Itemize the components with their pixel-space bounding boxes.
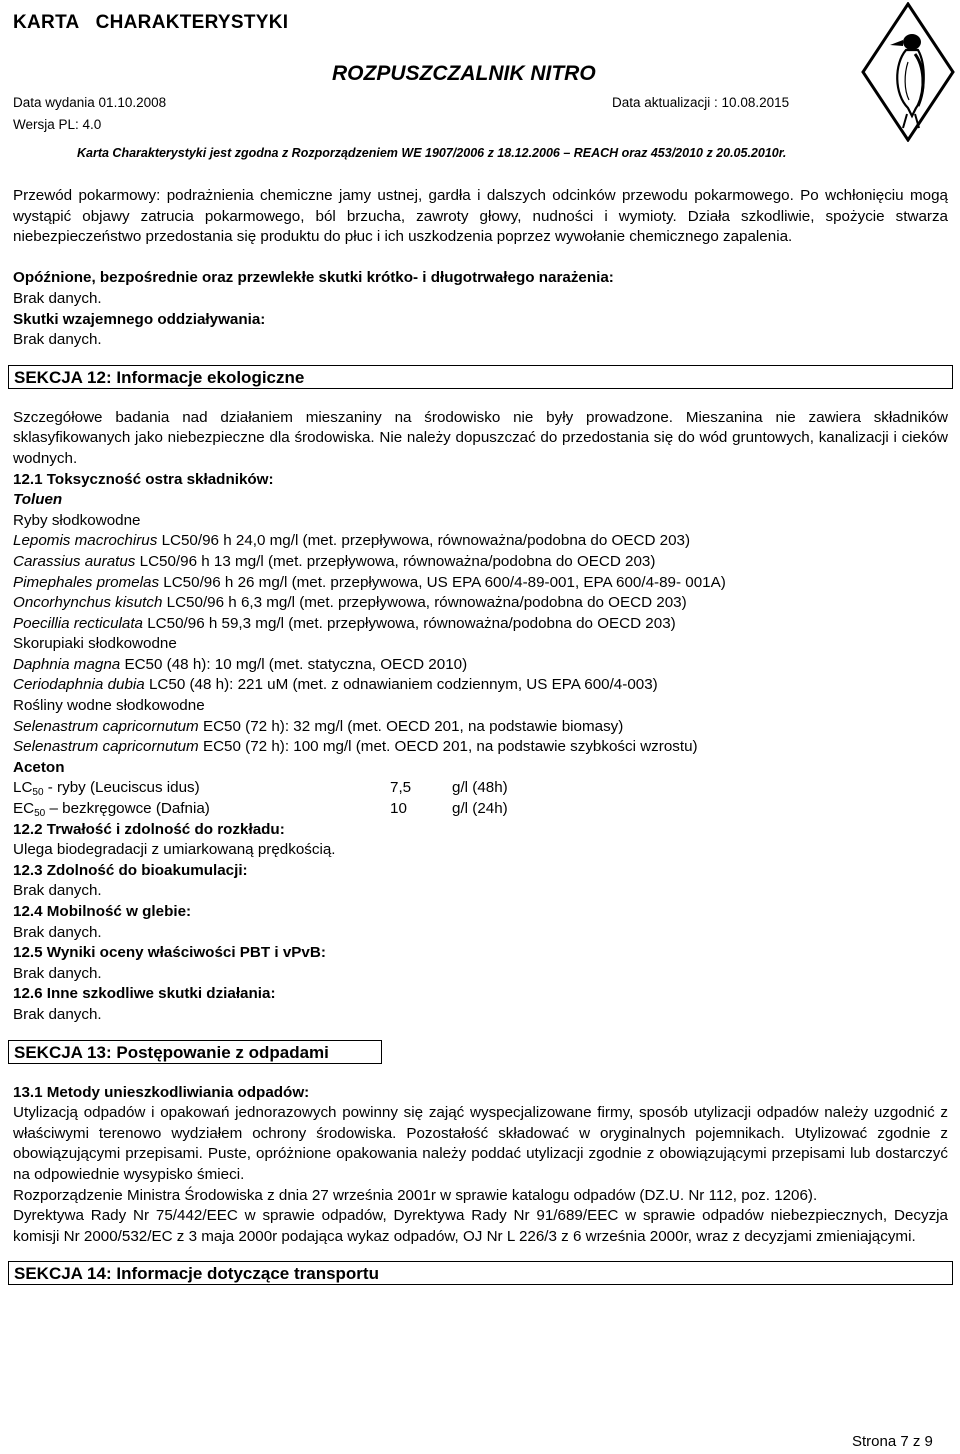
aceton-desc: – bezkręgowce (Dafnia) xyxy=(45,800,210,818)
aceton-value: 7,5 xyxy=(390,779,412,797)
toluen-heading: Toluen xyxy=(13,491,63,509)
species-name: Carassius auratus xyxy=(13,552,136,570)
species-name: Selenastrum capricornutum xyxy=(13,738,199,756)
species-entry xyxy=(13,675,948,696)
section-14-title: SEKCJA 14: Informacje dotyczące transportu xyxy=(8,1261,953,1285)
aceton-row xyxy=(13,778,948,799)
crust-heading: Skorupiaki słodkowodne xyxy=(13,635,177,653)
version: Wersja PL: 4.0 xyxy=(13,117,102,132)
aceton-sub: 50 xyxy=(32,787,44,799)
species-entry xyxy=(13,614,948,635)
s12-4-heading: 12.4 Mobilność w glebie: xyxy=(13,903,192,920)
aceton-heading: Aceton xyxy=(13,758,65,776)
section-13-title: SEKCJA 13: Postępowanie z odpadami xyxy=(8,1040,382,1064)
fish-list xyxy=(13,531,948,634)
species-result: LC50 (48 h): 221 uM (met. z odnawianiem codziennym, US EPA 600/4-003) xyxy=(144,676,658,694)
s12-3-text: Brak danych. xyxy=(13,882,102,900)
s12-1-heading: 12.1 Toksyczność ostra składników: xyxy=(13,470,274,488)
species-name: Pimephales promelas xyxy=(13,573,160,591)
fish-heading: Ryby słodkowodne xyxy=(13,511,141,529)
species-result: LC50/96 h 59,3 mg/l (met. przepływowa, równoważna/podobna do OECD 203) xyxy=(143,614,676,632)
s13-1-heading: 13.1 Metody unieszkodliwiania odpadów: xyxy=(13,1083,310,1101)
aceton-prefix: LC xyxy=(13,779,33,797)
species-entry xyxy=(13,573,948,594)
plants-heading: Rośliny wodne słodkowodne xyxy=(13,697,205,715)
delayed-effects-text: Brak danych. xyxy=(13,289,102,307)
update-date: Data aktualizacji : 10.08.2015 xyxy=(612,95,790,110)
plants-list xyxy=(13,717,948,758)
species-entry xyxy=(13,593,948,614)
s12-3-heading: 12.3 Zdolność do bioakumulacji: xyxy=(13,861,248,879)
s12-2-text: Ulega biodegradacji z umiarkowaną prędkością. xyxy=(13,841,336,859)
document-title: KARTA CHARAKTERYSTYKI xyxy=(13,12,289,33)
s12-6-text: Brak danych. xyxy=(13,1005,102,1023)
aceton-unit: g/l (24h) xyxy=(452,800,508,818)
species-result: LC50/96 h 13 mg/l (met. przepływowa, równoważna/podobna do OECD 203) xyxy=(135,552,656,570)
species-entry xyxy=(13,655,948,676)
species-entry xyxy=(13,737,948,758)
aceton-test xyxy=(13,778,390,799)
species-result: EC50 (72 h): 100 mg/l (met. OECD 201, na podstawie szybkości wzrostu) xyxy=(198,738,698,756)
species-entry xyxy=(13,717,948,738)
species-name: Selenastrum capricornutum xyxy=(13,717,199,735)
species-entry xyxy=(13,531,948,552)
aceton-sub: 50 xyxy=(34,808,46,820)
section-12-title: SEKCJA 12: Informacje ekologiczne xyxy=(8,365,953,389)
bird-icon xyxy=(890,34,924,128)
species-name: Poecillia recticulata xyxy=(13,614,143,632)
aceton-unit: g/l (48h) xyxy=(452,779,508,797)
interaction-text: Brak danych. xyxy=(13,331,102,349)
aceton-prefix: EC xyxy=(13,800,35,818)
species-entry xyxy=(13,552,948,573)
s12-5-heading: 12.5 Wyniki oceny właściwości PBT i vPvB: xyxy=(13,944,326,962)
aceton-table xyxy=(13,778,948,819)
aceton-test xyxy=(13,799,390,820)
s12-paragraph: Szczegółowe badania nad działaniem mieszaniny na środowisko nie były prowadzone. Mieszanina nie zawiera składników sklasyfikowanych jako niebezpieczne dla środowiska. Nie należy dopuszczać do przedostania się do wód gruntowych, kanalizacji i cieków wodnych. xyxy=(13,408,948,467)
aceton-row xyxy=(13,799,948,820)
species-result: LC50/96 h 26 mg/l (met. przepływowa, US EPA 600/4-89-001, EPA 600/4-89- 001A) xyxy=(159,573,726,591)
species-result: LC50/96 h 24,0 mg/l (met. przepływowa, równoważna/podobna do OECD 203) xyxy=(157,532,691,550)
species-result: EC50 (72 h): 32 mg/l (met. OECD 201, na podstawie biomasy) xyxy=(198,717,624,735)
aceton-value: 10 xyxy=(390,800,407,818)
document-body xyxy=(13,186,948,1285)
species-name: Ceriodaphnia dubia xyxy=(13,676,145,694)
compliance-note: Karta Charakterystyki jest zgodna z Rozporządzeniem WE 1907/2006 z 18.12.2006 – REACH oraz 453/2010 z 20.05.2010r. xyxy=(77,146,787,160)
company-logo xyxy=(860,2,956,142)
species-result: EC50 (48 h): 10 mg/l (met. statyczna, OECD 2010) xyxy=(120,655,468,673)
species-name: Lepomis macrochirus xyxy=(13,532,158,550)
s12-2-heading: 12.2 Trwałość i zdolność do rozkładu: xyxy=(13,820,285,838)
s12-6-heading: 12.6 Inne szkodliwe skutki działania: xyxy=(13,985,276,1003)
product-name: ROZPUSZCZALNIK NITRO xyxy=(332,62,596,85)
crustacean-list xyxy=(13,655,948,696)
page-number: Strona 7 z 9 xyxy=(852,1433,933,1450)
s12-4-text: Brak danych. xyxy=(13,923,102,941)
species-result: LC50/96 h 6,3 mg/l (met. przepływowa, równoważna/podobna do OECD 203) xyxy=(162,594,687,612)
s13-paragraph-3: Dyrektywa Rady Nr 75/442/EEC w sprawie odpadów, Dyrektywa Rady Nr 91/689/EEC w sprawie odpadów niebezpiecznych, Decyzja komisji Nr 2000/532/EC z 3 maja 2000r podająca wykaz odpadów, OJ Nr L 226/3 z 6 września 2000r, wraz z decyzjami zmieniającymi. xyxy=(13,1207,948,1245)
species-name: Oncorhynchus kisutch xyxy=(13,594,163,612)
aceton-desc: - ryby (Leuciscus idus) xyxy=(43,779,200,797)
species-name: Daphnia magna xyxy=(13,655,121,673)
intro-paragraph: Przewód pokarmowy: podrażnienia chemiczne jamy ustnej, gardła i dalszych odcinków przewodu pokarmowego. Po wchłonięciu mogą wystąpić objawy zatrucia pokarmowego, ból brzucha, zawroty głowy, nudności i wymioty. Działa szkodliwie, spożycie stwarza niebezpieczeństwo przedostania się produktu do płuc i ich uszkodzenia poprzez wywołanie chemicznego zapalenia. xyxy=(13,187,948,246)
delayed-effects-heading: Opóźnione, bezpośrednie oraz przewlekłe skutki krótko- i długotrwałego narażenia: xyxy=(13,269,614,287)
interaction-heading: Skutki wzajemnego oddziaływania: xyxy=(13,310,266,328)
s13-paragraph-1: Utylizacją odpadów i opakowań jednorazowych powinny się zająć wyspecjalizowane firmy, sposób utylizacji odpadów należy uzgodnić z właściwymi terenowo wydziałem ochrony środowiska. Pozostałość składować w oryginalnych pojemnikach. Utylizować zgodnie z obowiązującymi przepisami. Puste, opróżnione opakowania należy poddać utylizacji zgodnie z obowiązującymi przepisami lub dostarczyć na odpowiednie wysypisko śmieci. xyxy=(13,1104,948,1183)
s12-5-text: Brak danych. xyxy=(13,964,102,982)
issue-date: Data wydania 01.10.2008 xyxy=(13,95,167,110)
s13-paragraph-2: Rozporządzenie Ministra Środowiska z dnia 27 września 2001r w sprawie katalogu odpadów (DZ.U. Nr 112, poz. 1206). xyxy=(13,1186,818,1204)
